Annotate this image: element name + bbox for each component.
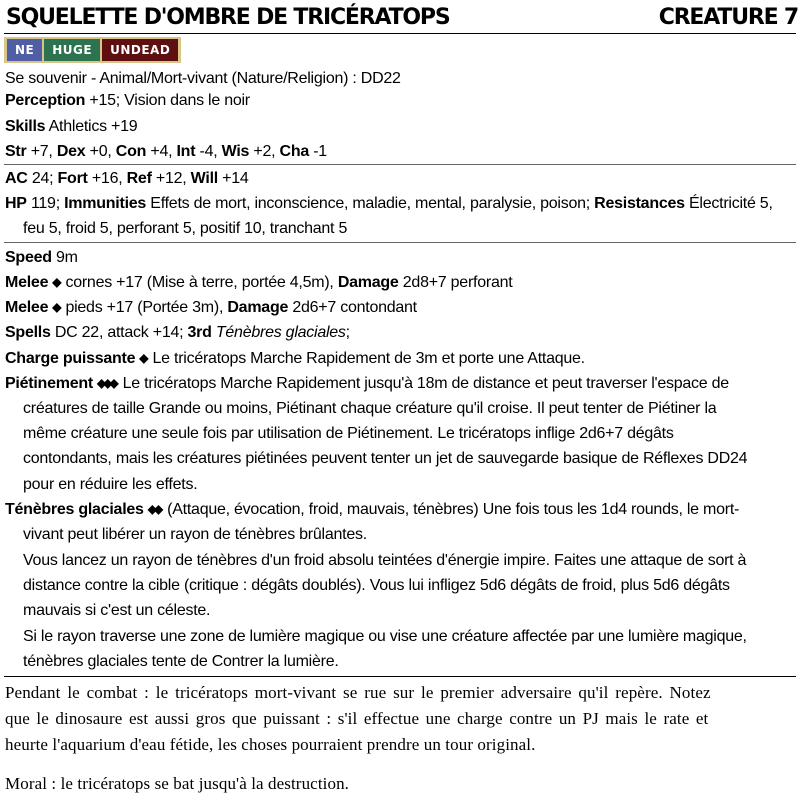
perception-line: Perception +15; Vision dans le noir	[5, 92, 250, 109]
spells-line: Spells DC 22, attack +14; 3rd Ténèbres glaciales;	[5, 324, 350, 341]
divider	[4, 164, 796, 165]
header-divider	[4, 33, 796, 34]
defense-line: AC 24; Fort +16, Ref +12, Will +14	[5, 170, 249, 187]
hp-line: HP 119; Immunities Effets de mort, inconscience, maladie, mental, paralysie, poison; Resistances Électricité 5,	[5, 195, 773, 212]
one-action-icon: ◆	[139, 351, 146, 365]
one-action-icon: ◆	[52, 300, 59, 314]
glacial-darkness-text: vivant peut libérer un rayon de ténèbres brûlantes.	[23, 526, 367, 543]
one-action-icon: ◆	[52, 275, 59, 289]
tactics-paragraph: que le dinosaure est aussi gros que puissant : s'il effectue une charge contre un PJ mais le rate et	[5, 709, 709, 728]
glacial-darkness-text: Si le rayon traverse une zone de lumière magique ou vise une créature affectée par une lumière magique,	[23, 628, 747, 645]
glacial-darkness-ability: Ténèbres glaciales ◆◆ (Attaque, évocation, froid, mauvais, ténèbres) Une fois tous les 1d4 rounds, le mort-	[5, 497, 739, 522]
stat-block-header	[6, 2, 798, 32]
trample-ability: Piétinement ◆◆◆ Le tricératops Marche Rapidement jusqu'à 18m de distance et peut traverser l'espace de	[5, 371, 729, 396]
tactics-paragraph: Pendant le combat : le tricératops mort-vivant se rue sur le premier adversaire qu'il repère. Notez	[5, 683, 711, 702]
melee-feet: Melee ◆ pieds +17 (Portée 3m), Damage 2d6+7 contondant	[5, 295, 417, 320]
trait-type: UNDEAD	[102, 39, 178, 61]
stat-block-end-divider	[4, 676, 796, 677]
trample-text: même créature une seule fois par utilisation de Piétinement. Le tricératops inflige 2d6+7 dégâts	[23, 425, 674, 442]
glacial-darkness-text: distance contre la cible (critique : dégâts doublés). Vous lui infligez 5d6 dégâts de froid, plus 5d6 dégâts	[23, 577, 730, 594]
trait-bar	[4, 37, 181, 63]
abilities-line: Str +7, Dex +0, Con +4, Int -4, Wis +2, Cha -1	[5, 143, 327, 160]
glacial-darkness-text: Vous lancez un rayon de ténèbres d'un froid absolu teintées d'énergie impire. Faites une attaque de sort à	[23, 552, 747, 569]
melee-horns: Melee ◆ cornes +17 (Mise à terre, portée 4,5m), Damage 2d8+7 perforant	[5, 270, 512, 295]
divider	[4, 242, 796, 243]
trait-alignment: NE	[7, 39, 42, 61]
creature-name: SQUELETTE D'OMBRE DE TRICÉRATOPS	[6, 4, 450, 30]
trample-text: contondants, mais les créatures piétinées peuvent tenter un jet de sauvegarde basique de Réflexes DD24	[23, 450, 748, 467]
tactics-paragraph: heurte l'aquarium d'eau fétide, les choses pourraient prendre un tour original.	[5, 735, 536, 754]
morale-paragraph: Moral : le tricératops se bat jusqu'à la destruction.	[5, 774, 350, 793]
speed-line: Speed 9m	[5, 249, 78, 266]
glacial-darkness-text: mauvais si c'est un céleste.	[23, 602, 211, 619]
resistances-continued: feu 5, froid 5, perforant 5, positif 10, tranchant 5	[23, 220, 348, 237]
trait-size: HUGE	[44, 39, 100, 61]
charge-ability: Charge puissante ◆ Le tricératops Marche Rapidement de 3m et porte une Attaque.	[5, 346, 585, 371]
two-actions-icon: ◆◆	[147, 502, 161, 516]
trample-text: pour en réduire les effets.	[23, 476, 198, 493]
skills-line: Skills Athletics +19	[5, 118, 138, 135]
trample-text: créatures de taille Grande ou moins, Piétinant chaque créature qu'il croise. Il peut tenter de Piétiner la	[23, 400, 717, 417]
three-actions-icon: ◆◆◆	[96, 376, 116, 390]
recall-knowledge: Se souvenir - Animal/Mort-vivant (Nature/Religion) : DD22	[5, 70, 401, 87]
glacial-darkness-text: ténèbres glaciales tente de Contrer la lumière.	[23, 653, 339, 670]
creature-level: CREATURE 7	[658, 4, 798, 30]
